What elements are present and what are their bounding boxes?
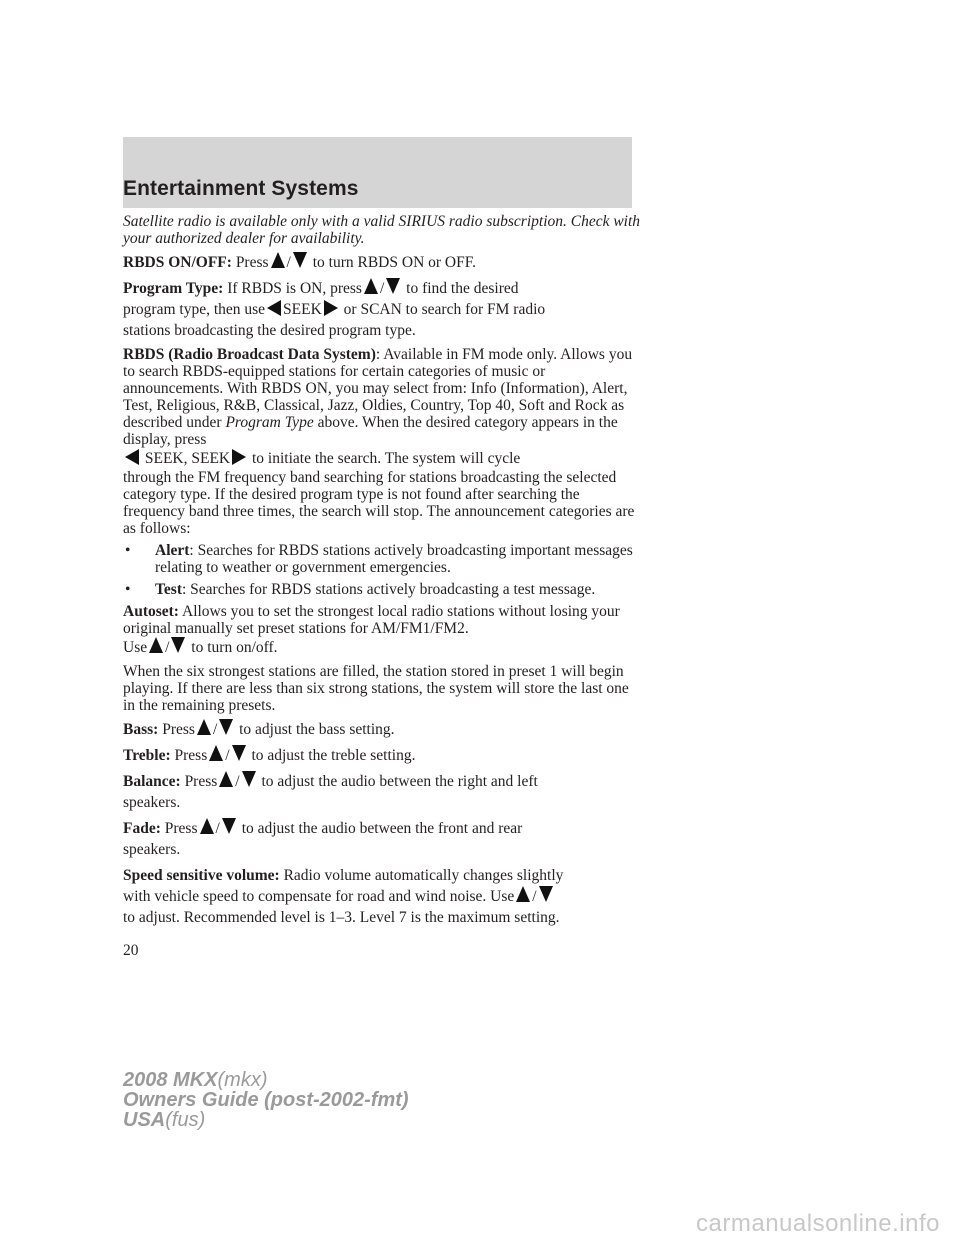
bass-paragraph: Bass: Press / to adjust the bass setting. bbox=[123, 721, 395, 738]
term: Treble: bbox=[123, 747, 171, 764]
page-content bbox=[123, 213, 643, 933]
down-arrow-icon bbox=[232, 745, 246, 761]
up-arrow-icon bbox=[516, 886, 530, 902]
up-arrow-icon bbox=[149, 637, 163, 653]
down-arrow-icon bbox=[539, 886, 553, 902]
watermark[interactable]: carmanualsonline.info bbox=[696, 1210, 940, 1237]
down-arrow-icon bbox=[242, 771, 256, 787]
up-arrow-icon bbox=[364, 278, 378, 294]
footer-line: Owners Guide (post-2002-fmt) bbox=[123, 1089, 409, 1111]
up-arrow-icon bbox=[209, 745, 223, 761]
term: Bass: bbox=[123, 721, 159, 738]
seek-left-icon bbox=[125, 449, 139, 465]
speed-sensitive-volume-paragraph: Speed sensitive volume: Radio volume automatically changes slightly with vehicle speed to compensate for road and wind noise. Use / to adjust. Recommended level is 1–3. Level 7 is the maximum setting. bbox=[123, 867, 564, 926]
footer-line: 2008 MKX(mkx) bbox=[123, 1069, 268, 1091]
footer-line: USA(fus) bbox=[123, 1109, 206, 1131]
fade-paragraph: Fade: Press / to adjust the audio between the front and rear speakers. bbox=[123, 820, 523, 858]
down-arrow-icon bbox=[386, 278, 400, 294]
up-arrow-icon bbox=[271, 252, 285, 268]
down-arrow-icon bbox=[171, 637, 185, 653]
program-type-paragraph: Program Type: If RBDS is ON, press / to find the desired program type, then use SEEK or SCAN to search for FM radio stations broadcasting the desired program type. bbox=[123, 280, 546, 339]
section-header-band bbox=[123, 137, 632, 208]
seek-right-icon bbox=[232, 449, 246, 465]
rbds-paragraph: RBDS (Radio Broadcast Data System): Available in FM mode only. Allows you to search RBDS-equipped stations for certain categories of music or announcements. With RBDS ON, you may select from: Info (Information), Alert, Test, Religious, R&B, Classical, Jazz, Oldies, Country, Top 40, Soft and Rock as described under Program Type above. When the desired category appears in the display, press SEEK, SEEK to initiate the search. The system will cycle through the FM frequency band searching for stations broadcasting the selected category type. If the desired program type is not found after searching the frequency band three times, the search will stop. The announcement categories are as follows: bbox=[123, 346, 635, 537]
term: RBDS (Radio Broadcast Data System) bbox=[123, 346, 376, 363]
term: Balance: bbox=[123, 773, 181, 790]
term: Speed sensitive volume: bbox=[123, 867, 280, 884]
term: Autoset: bbox=[123, 603, 179, 620]
term: Program Type: bbox=[123, 280, 224, 297]
up-arrow-icon bbox=[200, 818, 214, 834]
up-arrow-icon bbox=[197, 719, 211, 735]
down-arrow-icon bbox=[219, 719, 233, 735]
list-item: • Test: Searches for RBDS stations actively broadcasting a test message. bbox=[125, 581, 596, 598]
seek-left-icon bbox=[267, 300, 281, 316]
balance-paragraph: Balance: Press / to adjust the audio between the right and left speakers. bbox=[123, 773, 538, 811]
seek-right-icon bbox=[324, 300, 338, 316]
presets-paragraph: When the six strongest stations are filled, the station stored in preset 1 will begin playing. If there are less than six strong stations, the system will store the last one in the remaining presets. bbox=[123, 663, 629, 714]
term: Fade: bbox=[123, 820, 161, 837]
section-title: Entertainment Systems bbox=[123, 177, 359, 200]
down-arrow-icon bbox=[222, 818, 236, 834]
intro-paragraph: Satellite radio is available only with a valid SIRIUS radio subscription. Check with your authorized dealer for availability. bbox=[123, 213, 641, 247]
up-arrow-icon bbox=[219, 771, 233, 787]
document-footer bbox=[123, 1070, 409, 1130]
rbds-onoff-paragraph: RBDS ON/OFF: Press / to turn RBDS ON or OFF. bbox=[123, 254, 476, 271]
treble-paragraph: Treble: Press / to adjust the treble setting. bbox=[123, 747, 416, 764]
list-item: • Alert: Searches for RBDS stations actively broadcasting important messages relating to weather or government emergencies. bbox=[125, 542, 633, 576]
page-number: 20 bbox=[123, 942, 139, 959]
term: RBDS ON/OFF: bbox=[123, 254, 232, 271]
autoset-paragraph: Autoset: Allows you to set the strongest local radio stations without losing your original manually set preset stations for AM/FM1/FM2. Use / to turn on/off. bbox=[123, 603, 620, 656]
down-arrow-icon bbox=[293, 252, 307, 268]
